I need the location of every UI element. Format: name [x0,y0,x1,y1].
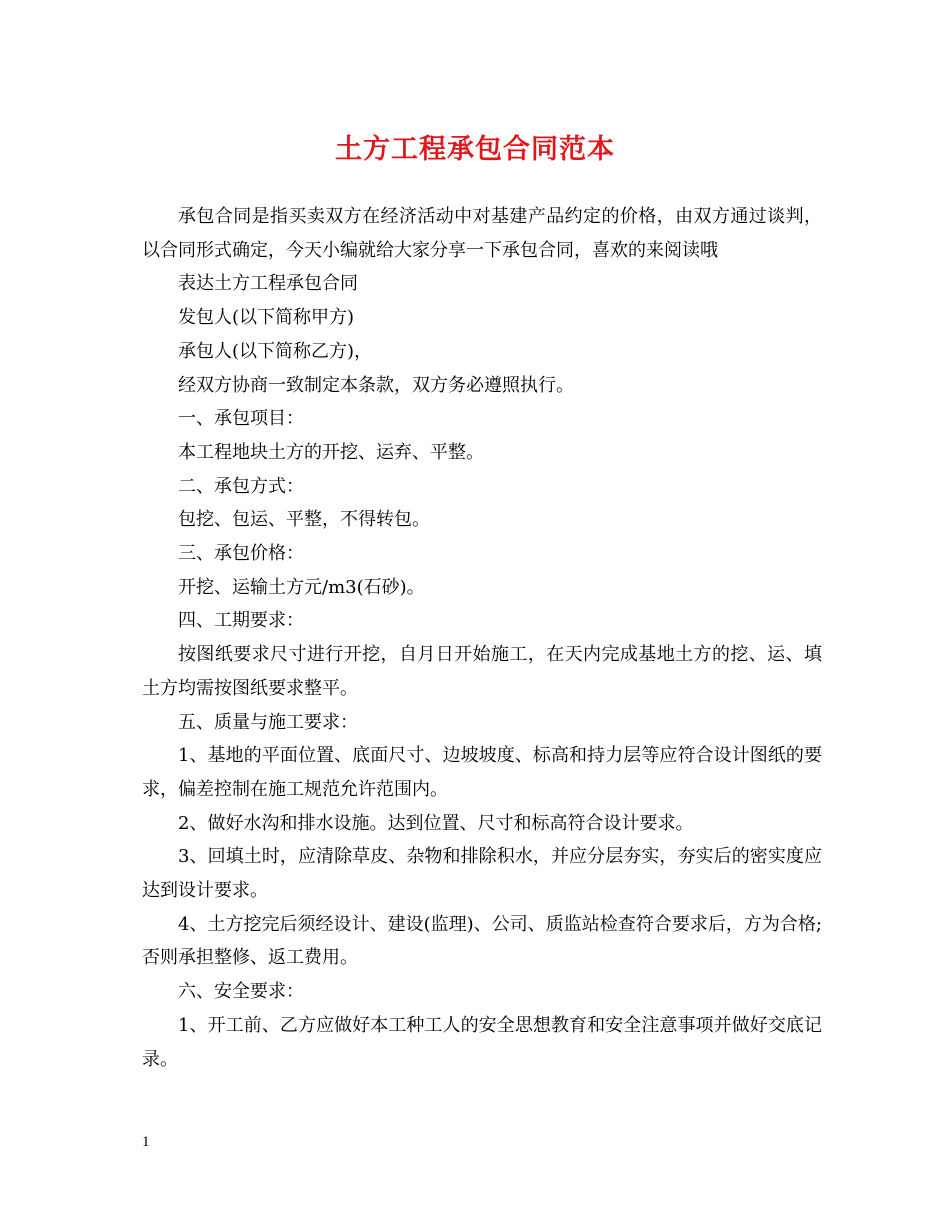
paragraph: 1、开工前、乙方应做好本工种工人的安全思想教育和安全注意事项并做好交底记录。 [142,1014,822,1070]
paragraph: 承包人(以下简称乙方)， [178,340,373,362]
paragraph: 表达土方工程承包合同 [178,273,358,295]
paragraph: 1、基地的平面位置、底面尺寸、边坡坡度、标高和持力层等应符合设计图纸的要求，偏差控制在施工规范允许范围内。 [142,745,822,800]
paragraph: 承包合同是指买卖双方在经济活动中对基建产品约定的价格，由双方通过谈判，以合同形式确定，今天小编就给大家分享一下承包合同，喜欢的来阅读哦 [142,206,822,261]
section-heading: 五、质量与施工要求： [178,711,358,733]
paragraph: 按图纸要求尺寸进行开挖，自月日开始施工，在天内完成基地土方的挖、运、填土方均需按图纸要求整平。 [142,644,822,699]
paragraph: 2、做好水沟和排水设施。达到位置、尺寸和标高符合设计要求。 [178,812,694,834]
paragraph: 包挖、包运、平整，不得转包。 [178,509,430,531]
paragraph: 经双方协商一致制定本条款，双方务必遵照执行。 [178,374,574,396]
paragraph: 3、回填土时，应清除草皮、杂物和排除积水，并应分层夯实，夯实后的密实度应达到设计要求。 [142,846,822,902]
document-body [142,200,822,1076]
paragraph: 4、土方挖完后须经设计、建设(监理)、公司、质监站检查符合要求后，方为合格;否则承担整修、返工费用。 [142,913,822,969]
paragraph: 发包人(以下简称甲方) [178,307,355,329]
section-heading: 三、承包价格： [178,543,304,565]
paragraph: 开挖、运输土方元/m3(石砂)。 [178,576,425,598]
section-heading: 二、承包方式： [178,475,304,497]
document-title: 土方工程承包合同范本 [335,134,615,165]
paragraph: 本工程地块土方的开挖、运弃、平整。 [178,441,484,463]
section-heading: 一、承包项目： [178,408,304,430]
page-number: 1 [142,1134,150,1150]
section-heading: 六、安全要求： [178,981,304,1003]
section-heading: 四、工期要求： [178,610,304,632]
